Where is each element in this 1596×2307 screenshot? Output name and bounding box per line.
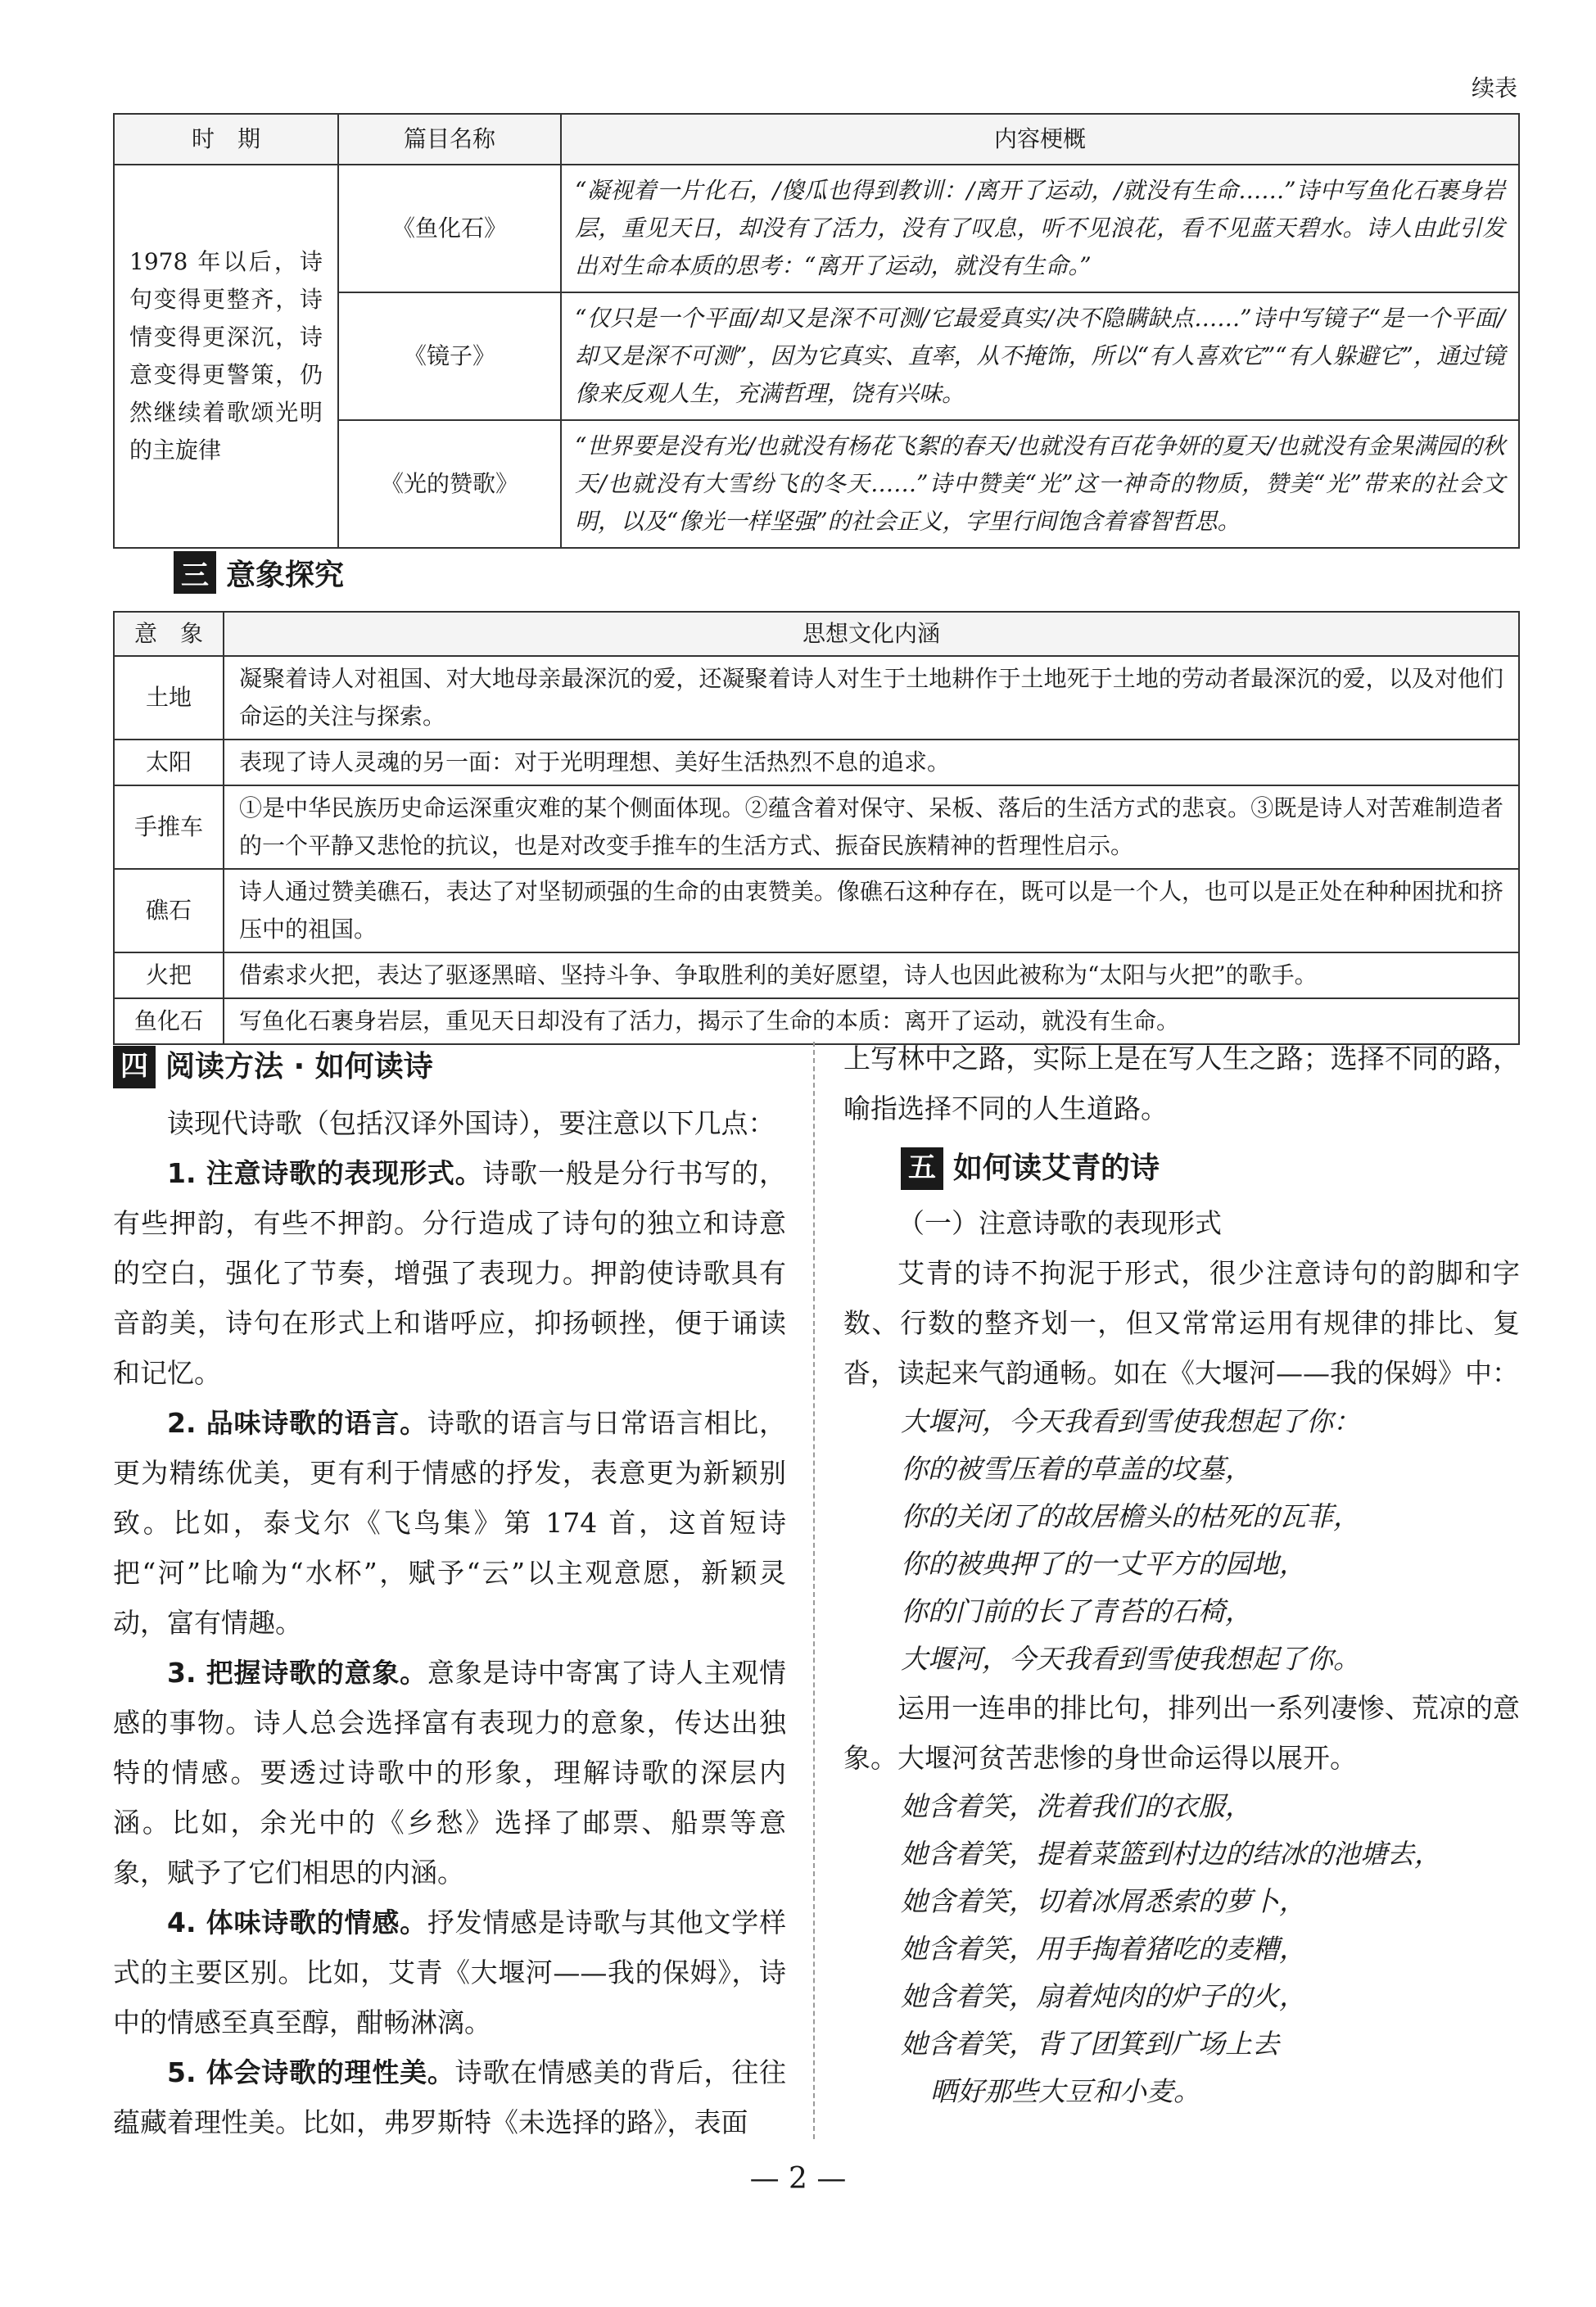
image-meaning: 表现了诗人灵魂的另一面：对于光明理想、美好生活热烈不息的追求。 (224, 740, 1519, 785)
section-number: 五 (901, 1147, 943, 1190)
table-row (114, 785, 1519, 869)
work-title: 《鱼化石》 (338, 165, 561, 292)
poem-excerpt (843, 1783, 1520, 2115)
header-period: 时 期 (114, 114, 338, 165)
poem-line: 你的关闭了的故居檐头的枯死的瓦菲， (901, 1500, 1360, 1532)
image-meaning: 诗人通过赞美礁石，表达了对坚韧顽强的生命的由衷赞美。像礁石这种存在，既可以是一个人，也可以是正处在种种困扰和挤压中的祖国。 (224, 869, 1519, 952)
work-summary: “凝视着一片化石，/傻瓜也得到教训：/离开了运动，/就没有生命……”诗中写鱼化石裹身岩层，重见天日，却没有了活力，没有了叹息，听不见浪花，看不见蓝天碧水。诗人由此引发出对生命本质的思考：“离开了运动，就没有生命。” (561, 165, 1519, 292)
header-meaning: 思想文化内涵 (224, 612, 1519, 656)
section-title: 如何读艾青的诗 (953, 1151, 1160, 1185)
point-heading: 4. 体味诗歌的情感。 (167, 1907, 427, 1938)
table-header-row (114, 114, 1519, 165)
left-column (113, 1042, 786, 2147)
reading-point (113, 1648, 786, 1898)
column-divider (813, 1042, 815, 2139)
imagery-table (113, 611, 1520, 1045)
image-name: 火把 (114, 952, 224, 998)
table-row (114, 740, 1519, 785)
poem-line: 大堰河，今天我看到雪使我想起了你。 (901, 1643, 1360, 1675)
point-body: 诗歌在情感美的背后，往往蕴藏着理性美。比如，弗罗斯特《未选择的路》，表面 (113, 2056, 786, 2138)
work-summary: “世界要是没有光/也就没有杨花飞絮的春天/也就没有百花争妍的夏天/也就没有金果满园的秋天/也就没有大雪纷飞的冬天……”诗中赞美“光”这一神奇的物质，赞美“光”带来的社会文明，以及“像光一样坚强”的社会正义，字里行间饱含着睿智哲思。 (561, 420, 1519, 548)
poem-line: 她含着笑，背了团箕到广场上去 (901, 2028, 1279, 2060)
section-4-heading (113, 1042, 786, 1092)
image-name: 鱼化石 (114, 998, 224, 1044)
section-4-intro: 读现代诗歌（包括汉译外国诗），要注意以下几点： (167, 1107, 775, 1139)
table-row (114, 869, 1519, 952)
table-row (114, 165, 1519, 292)
works-summary-table (113, 113, 1520, 549)
section-4-continuation: 上写林中之路，实际上是在写人生之路；选择不同的路，喻指选择不同的人生道路。 (843, 1043, 1520, 1124)
reading-point (113, 1148, 786, 1398)
image-name: 土地 (114, 656, 224, 740)
table-header-row (114, 612, 1519, 656)
image-meaning: 借索求火把，表达了驱逐黑暗、坚持斗争、争取胜利的美好愿望，诗人也因此被称为“太阳与火把”的歌手。 (224, 952, 1519, 998)
header-title: 篇目名称 (338, 114, 561, 165)
poem-line: 你的被雪压着的草盖的坟墓， (901, 1453, 1252, 1485)
poem-line: 你的门前的长了青苔的石椅， (901, 1595, 1252, 1627)
poem-line: 她含着笑，洗着我们的衣服， (901, 1790, 1252, 1822)
poem-line: 她含着笑，扇着炖肉的炉子的火， (901, 1980, 1306, 2012)
section-title: 意象探究 (226, 558, 345, 592)
section-title: 阅读方法 · 如何读诗 (165, 1050, 433, 1083)
paragraph: 运用一连串的排比句，排列出一系列凄惨、荒凉的意象。大堰河贫苦悲惨的身世命运得以展开。 (843, 1692, 1520, 1774)
table-row (114, 952, 1519, 998)
poem-line: 大堰河，今天我看到雪使我想起了你： (901, 1405, 1360, 1437)
header-content: 内容梗概 (561, 114, 1519, 165)
image-name: 太阳 (114, 740, 224, 785)
point-body: 抒发情感是诗歌与其他文学样式的主要区别。比如，艾青《大堰河——我的保姆》，诗中的情感至真至醇，酣畅淋漓。 (113, 1907, 786, 2038)
header-image: 意 象 (114, 612, 224, 656)
point-heading: 5. 体会诗歌的理性美。 (167, 2056, 455, 2088)
work-title: 《光的赞歌》 (338, 420, 561, 548)
section-5-subtitle: （一）注意诗歌的表现形式 (897, 1207, 1222, 1239)
page-number: — 2 — (749, 2162, 847, 2196)
poem-line: 晒好那些大豆和小麦。 (930, 2075, 1200, 2107)
poem-line: 她含着笑，提着菜篮到村边的结冰的池塘去， (901, 1838, 1441, 1870)
reading-point (113, 1898, 786, 2047)
work-title: 《镜子》 (338, 292, 561, 420)
section-number: 四 (113, 1046, 156, 1088)
section-5-heading (901, 1143, 1520, 1193)
image-meaning: 凝聚着诗人对祖国、对大地母亲最深沉的爱，还凝聚着诗人对生于土地耕作于土地死于土地的劳动者最深沉的爱，以及对他们命运的关注与探索。 (224, 656, 1519, 740)
image-name: 礁石 (114, 869, 224, 952)
poem-line: 她含着笑，用手掏着猪吃的麦糟， (901, 1933, 1306, 1965)
point-heading: 1. 注意诗歌的表现形式。 (167, 1157, 483, 1189)
continued-label: 续表 (1471, 75, 1517, 102)
section-3-heading (174, 551, 344, 594)
period-cell: 1978 年以后，诗句变得更整齐，诗情变得更深沉，诗意变得更警策，仍然继续着歌颂光明的主旋律 (114, 165, 338, 548)
poem-line: 她含着笑，切着冰屑悉索的萝卜， (901, 1885, 1306, 1917)
point-heading: 2. 品味诗歌的语言。 (167, 1407, 427, 1439)
reading-point (113, 2047, 786, 2147)
point-body: 诗歌的语言与日常语言相比，更为精练优美，更有利于情感的抒发，表意更为新颖别致。比如，泰戈尔《飞鸟集》第 174 首，这首短诗把“河”比喻为“水杯”，赋予“云”以主观意愿，新颖灵动，富有情趣。 (113, 1407, 786, 1639)
work-summary: “仅只是一个平面/却又是深不可测/它最爱真实/决不隐瞒缺点……”诗中写镜子“是一个平面/却又是深不可测”，因为它真实、直率，从不掩饰，所以“有人喜欢它”“有人躲避它”，通过镜像来反观人生，充满哲理，饶有兴味。 (561, 292, 1519, 420)
poem-line: 你的被典押了的一丈平方的园地， (901, 1548, 1306, 1580)
paragraph: 艾青的诗不拘泥于形式，很少注意诗句的韵脚和字数、行数的整齐划一，但又常常运用有规律的排比、复沓，读起来气韵通畅。如在《大堰河——我的保姆》中： (843, 1257, 1520, 1389)
reading-point (113, 1398, 786, 1648)
point-body: 诗歌一般是分行书写的，有些押韵，有些不押韵。分行造成了诗句的独立和诗意的空白，强化了节奏，增强了表现力。押韵使诗歌具有音韵美，诗句在形式上和谐呼应，抑扬顿挫，便于诵读和记忆。 (113, 1157, 786, 1389)
table-row (114, 656, 1519, 740)
image-meaning: 写鱼化石裹身岩层，重见天日却没有了活力，揭示了生命的本质：离开了运动，就没有生命。 (224, 998, 1519, 1044)
right-column (843, 1034, 1520, 2115)
point-heading: 3. 把握诗歌的意象。 (167, 1657, 427, 1689)
point-body: 意象是诗中寄寓了诗人主观情感的事物。诗人总会选择富有表现力的意象，传达出独特的情感。要透过诗歌中的形象，理解诗歌的深层内涵。比如，余光中的《乡愁》选择了邮票、船票等意象，赋予了它们相思的内涵。 (113, 1657, 786, 1889)
poem-excerpt (843, 1398, 1520, 1683)
image-name: 手推车 (114, 785, 224, 869)
image-meaning: ①是中华民族历史命运深重灾难的某个侧面体现。②蕴含着对保守、呆板、落后的生活方式的悲哀。③既是诗人对苦难制造者的一个平静又悲怆的抗议，也是对改变手推车的生活方式、振奋民族精神的哲理性启示。 (224, 785, 1519, 869)
section-number: 三 (174, 551, 216, 594)
